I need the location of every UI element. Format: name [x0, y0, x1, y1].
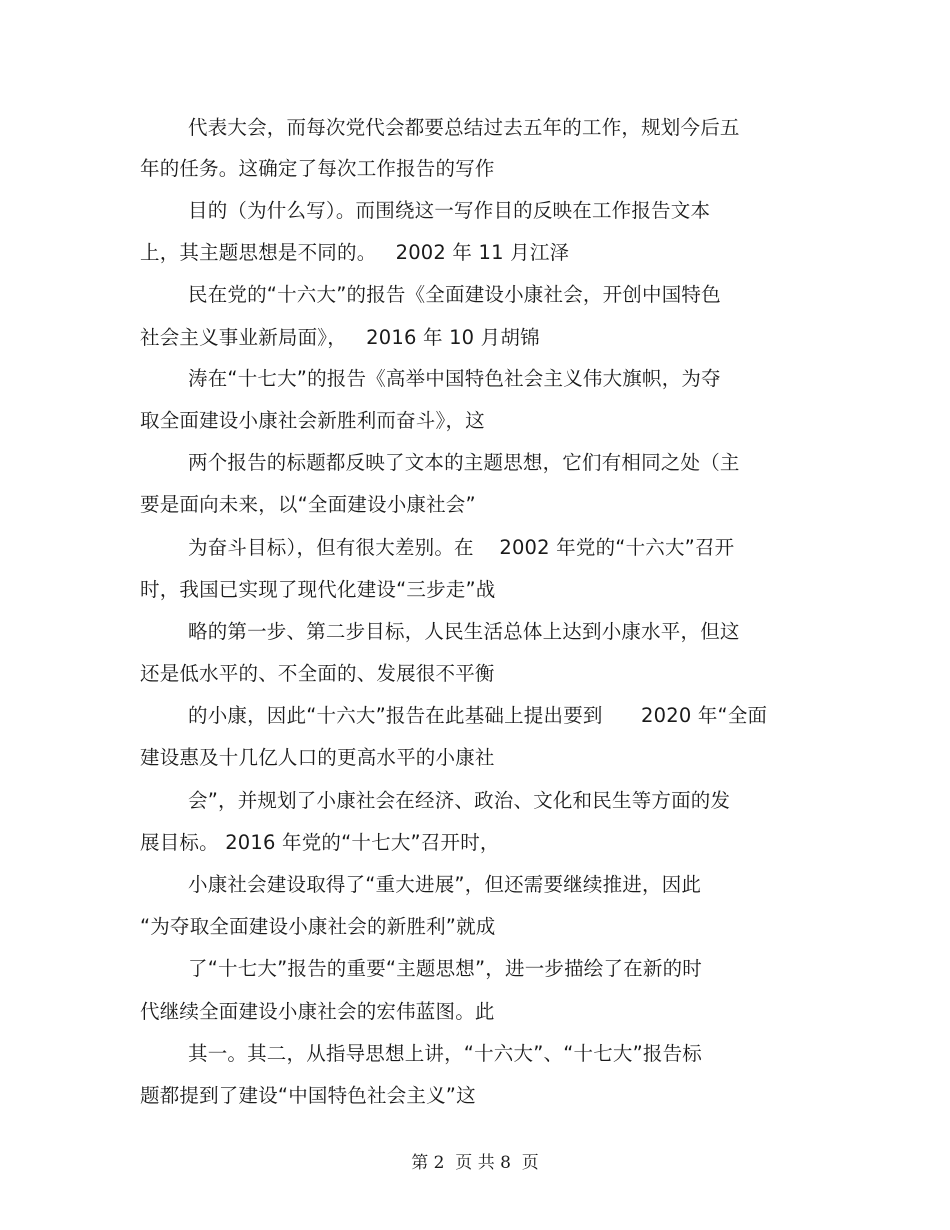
text-line: 其一。其二，从指导思想上讲，“十六大”、“十七大”报告标: [188, 1042, 703, 1065]
text-line: 要是面向未来，以“全面建设小康社会”: [140, 493, 476, 516]
text-line: “为夺取全面建设小康社会的新胜利”就成: [140, 915, 496, 938]
text-line: 上，其主题思想是不同的。 2002 年 11 月江泽: [140, 241, 570, 264]
text-line: 两个报告的标题都反映了文本的主题思想，它们有相同之处（主: [188, 451, 740, 474]
text-line: 题都提到了建设“中国特色社会主义”这: [140, 1084, 476, 1107]
text-line: 涛在“十七大”的报告《高举中国特色社会主义伟大旗帜，为夺: [188, 367, 721, 390]
text-line: 还是低水平的、不全面的、发展很不平衡: [140, 662, 495, 685]
text-line: 时，我国已实现了现代化建设“三步走”战: [140, 578, 496, 601]
text-line: 会”，并规划了小康社会在经济、政治、文化和民生等方面的发: [188, 789, 731, 812]
text-line: 社会主义事业新局面》， 2016 年 10 月胡锦: [140, 326, 540, 349]
text-line: 民在党的“十六大”的报告《全面建设小康社会，开创中国特色: [188, 283, 721, 306]
text-line: 了“十七大”报告的重要“主题思想”，进一步描绘了在新的时: [188, 957, 703, 980]
text-line: 代继续全面建设小康社会的宏伟蓝图。此: [140, 1000, 495, 1023]
text-line: 略的第一步、第二步目标，人民生活总体上达到小康水平，但这: [188, 620, 740, 643]
text-line: 目的（为什么写）。而围绕这一写作目的反映在工作报告文本: [188, 199, 711, 222]
text-line: 建设惠及十几亿人口的更高水平的小康社: [140, 746, 495, 769]
text-line: 为奋斗目标），但有很大差别。在 2002 年党的“十六大”召开: [188, 536, 735, 559]
page-number-footer: 第 2 页 共 8 页: [411, 1153, 539, 1173]
text-line: 代表大会，而每次党代会都要总结过去五年的工作，规划今后五: [188, 116, 740, 139]
text-line: 展目标。 2016 年党的“十七大”召开时，: [140, 831, 500, 854]
text-line: 年的任务。这确定了每次工作报告的写作: [140, 157, 495, 180]
text-line: 的小康，因此“十六大”报告在此基础上提出要到 2020 年“全面: [188, 704, 768, 727]
text-line: 取全面建设小康社会新胜利而奋斗》，这: [140, 409, 485, 432]
text-line: 小康社会建设取得了“重大进展”，但还需要继续推进，因此: [188, 873, 702, 896]
